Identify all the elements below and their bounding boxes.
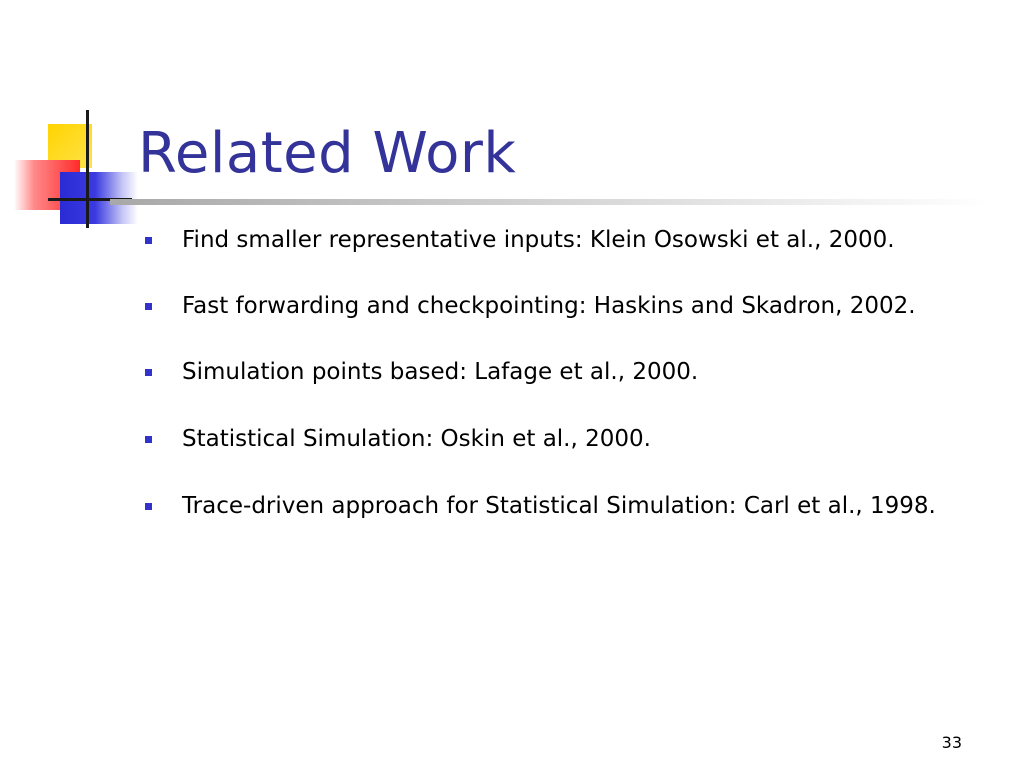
title-divider bbox=[110, 199, 990, 205]
list-item bbox=[140, 425, 1000, 453]
bullet-text: Statistical Simulation: Oskin et al., 2000. bbox=[182, 426, 651, 452]
bullet-text: Simulation points based: Lafage et al., 2000. bbox=[182, 359, 699, 385]
slide-title: Related Work bbox=[138, 121, 517, 186]
logo-vertical-line bbox=[86, 110, 89, 228]
page-number: 33 bbox=[941, 733, 962, 752]
square-bullet-icon bbox=[145, 503, 152, 510]
square-bullet-icon bbox=[145, 369, 152, 376]
list-item bbox=[140, 492, 1000, 520]
square-bullet-icon bbox=[145, 237, 152, 244]
list-item bbox=[140, 358, 1000, 386]
decorative-logo-icon bbox=[0, 100, 140, 230]
bullet-text: Trace-driven approach for Statistical Simulation: Carl et al., 1998. bbox=[182, 493, 936, 519]
list-item bbox=[140, 226, 1000, 254]
list-item bbox=[140, 292, 1000, 320]
square-bullet-icon bbox=[145, 303, 152, 310]
bullet-list bbox=[140, 226, 1000, 520]
bullet-text: Fast forwarding and checkpointing: Haskins and Skadron, 2002. bbox=[182, 293, 916, 319]
square-bullet-icon bbox=[145, 436, 152, 443]
bullet-text: Find smaller representative inputs: Klein Osowski et al., 2000. bbox=[182, 227, 895, 253]
